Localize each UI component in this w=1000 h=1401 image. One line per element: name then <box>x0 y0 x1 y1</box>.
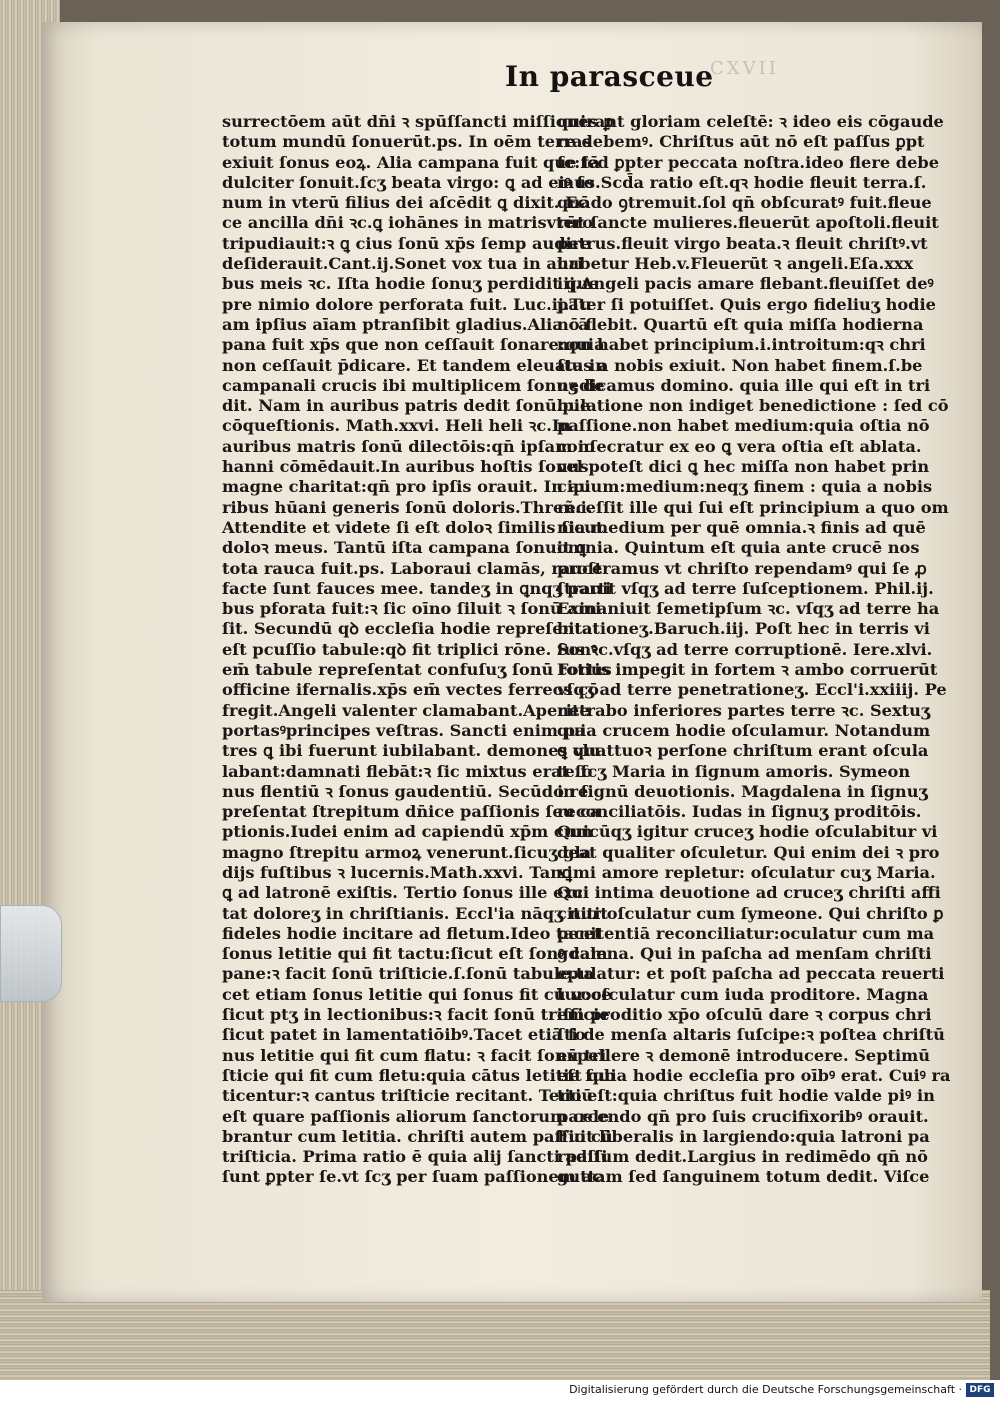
text-line: dijs fuſtibus ꝛ lucernis.Math.xxvi. Tanꝗ <box>222 862 572 882</box>
text-line: paſſione.non habet medium:quia oſtia nō <box>557 416 930 436</box>
text-line: tio eſt:quia chriſtus fuit hodie valde piꝰ in <box>557 1086 935 1106</box>
text-line: bulatione non indiget benedictione : ſed cō <box>557 396 949 416</box>
text-line: penitentiā reconciliatur:oculatur cum ma <box>557 923 935 943</box>
text-line: nedicamus domino. quia ille qui eſt in tri <box>557 375 931 395</box>
text-line: ſus ꝛc.vſqʒ ad terre corruptionē. Iere.xlvi. <box>557 639 933 659</box>
text-line: auribus matris ſonū dilectōis:qn̄ ipſam io <box>222 436 595 456</box>
text-line: ſicut patet in lamentatiōibꝰ.Tacet etiā ſo <box>222 1025 586 1045</box>
text-line: eſt quia hodie eccleſia pro oībꝰ erat. Cuiꝰ ra <box>557 1065 951 1085</box>
text-line: ſunt ꝑpter ſe.vt ſcʒ per ſuam paſſionem ac <box>222 1167 602 1187</box>
text-line: dulciter ſonuit.ſcʒ beata virgo: ꝗ ad eiꝰ ſo <box>222 172 595 192</box>
text-line: pana fuit xp̄s que non ceſſauit ſonare:quia <box>222 335 605 355</box>
text-line: re debemꝰ. Chriſtus aūt nō eſt paſſus ꝑpt <box>557 132 925 152</box>
text-line: ſti de menſa altaris ſuſcipe:ꝛ poſtea chriſtū <box>557 1025 945 1045</box>
text-line: hanni cōmēdauit.In auribus hoſtis ſonus <box>222 457 589 477</box>
text-line: eſt pcuſſio tabule:qꝺ fit triplici rōne. Sonꝰ <box>222 639 598 659</box>
running-head: In parasceue <box>505 60 714 93</box>
text-line: mus.Scd̄a ratio eſt.qꝛ hodie fleuit terra.ſ. <box>557 172 927 192</box>
text-line: am ipſius aīam ptranſibit gladius.Alia cā <box>222 314 589 334</box>
text-line: conſecratur ex eo ꝗ vera oſtia eſt ablata. <box>557 436 922 456</box>
text-line: ribus hūani generis ſonū doloris.Threñ.i. <box>222 497 593 517</box>
text-line: ſit. Secundū qꝺ eccleſia hodie repreſentat <box>222 619 600 639</box>
text-line: ce ancilla dn̄i ꝛc.ꝗ iohānes in matrisvtero <box>222 213 594 233</box>
text-line: citur:oſculatur cum ſymeone. Qui chriſto ꝑ <box>557 903 944 923</box>
text-line: officine ifernalis.xp̄s em̄ vectes ferreos cō <box>222 680 599 700</box>
text-line: exiuit ſonus eoꝝ. Alia campana fuit que tā <box>222 152 601 172</box>
dfg-logo: DFG <box>966 1383 994 1397</box>
text-line: ſicut ptʒ in lectionibus:ꝛ facit ſonū triſticie <box>222 1005 610 1025</box>
text-line: pre nimio dolore perforata fuit. Luc.ij.Tu <box>222 294 592 314</box>
text-line: quia crucem hodie oſculamur. Notandum <box>557 720 931 740</box>
text-line: nus letitie qui fit cum flatu: ꝛ facit ſonū tri <box>222 1045 607 1065</box>
text-line: proſtramus vt chriſto rependamꝰ qui ſe ꝓ <box>557 558 927 578</box>
text-line: habetur Heb.v.Fleuerūt ꝛ angeli.Eſa.xxx <box>557 254 914 274</box>
text-line: rūt ſancte mulieres.fleuerūt apoſtoli.fleuit <box>557 213 939 233</box>
text-line: te.ſcʒ Maria in ſignum amoris. Symeon <box>557 761 911 781</box>
text-line: Exinaniuit ſemetipſum ꝛc. vſqʒ ad terre ha <box>557 599 940 619</box>
text-line: campanali crucis ibi multiplicem ſonuʒ de <box>222 375 605 395</box>
footer-credit: Digitalisierung gefördert durch die Deutsche Forschungsgemeinschaft · <box>569 1383 962 1396</box>
text-column-left <box>222 112 616 1188</box>
text-line: ſticie qui fit cum fletu:quia cātus letitie ſub <box>222 1065 616 1085</box>
text-line: omnia. Quintum eſt quia ante crucē nos <box>557 538 920 558</box>
text-line: tres ꝗ ibi fuerunt iubilabant. demones vlu <box>222 741 601 761</box>
text-line: eſt quare paſſionis aliorum ſanctorum cele <box>222 1106 610 1126</box>
text-line: nō flebit. Quartū eſt quia miſſa hodierna <box>557 314 924 334</box>
text-line: guttam ſed ſanguinem totum dedit. Viſce <box>557 1167 930 1187</box>
text-line: ſtrauit vſqʒ ad terre ſuſceptionem. Phil.ij. <box>557 578 934 598</box>
footer-bar <box>0 1380 1000 1401</box>
text-line: ſtus a nobis exiuit. Non habet finem.ſ.be <box>557 355 923 375</box>
text-line: quādo ꝯtremuit.ſol qn̄ obſcuratꝰ fuit.fleue <box>557 193 932 213</box>
text-line: radiſum dedit.Largius in redimēdo qn̄ nō <box>557 1147 928 1167</box>
text-line: ꝗ quattuoꝛ perſone chriſtum erant oſcula <box>557 741 929 761</box>
text-line: cipium:medium:neqʒ finem : quia a nobis <box>557 477 933 497</box>
text-line: pater ſi potuiſſet. Quis ergo fideliuʒ hodie <box>557 294 936 314</box>
text-line: deat qualiter oſculetur. Qui enim dei ꝛ pro <box>557 842 940 862</box>
text-line: receſſit ille qui ſui eſt principium a quo om <box>557 497 949 517</box>
text-line: num in vterū filius dei aſcēdit ꝗ dixit. Ec <box>222 193 588 213</box>
text-line: ſe:ſed ꝑpter peccata noſtra.ideo flere debe <box>557 152 940 172</box>
text-line: fregit.Angeli valenter clamabant.Aperite <box>222 700 590 720</box>
text-line: non ceſſauit p̄dicare. Et tandem eleuata in <box>222 355 607 375</box>
text-line: bitationeʒ.Baruch.iij. Poſt hec in terris vi <box>557 619 930 639</box>
text-line: Quicūqʒ igitur cruceʒ hodie oſculabitur vi <box>557 822 938 842</box>
text-line: tripudiauit:ꝛ ꝗ cius ſonū xp̄s ſemp audire <box>222 233 591 253</box>
text-line: tota rauca fuit.ps. Laboraui clamās, rauce <box>222 558 603 578</box>
text-line: in ſignū deuotionis. Magdalena in ſignuʒ <box>557 781 928 801</box>
text-line: vſqʒ ad terre penetrationeʒ. Eccl'i.xxiiij. Pe <box>557 680 947 700</box>
text-line: portasꝰprincipes veſtras. Sancti enim pa <box>222 720 586 740</box>
text-line: preſentat ſtrepitum dn̄ice paſſionis ſeu ca <box>222 802 601 822</box>
text-line: Fuit liberalis in largiendo:quia latroni pa <box>557 1126 930 1146</box>
text-line: ſonus letitie qui fit tactu:ſicut eſt ſonꝰ cam <box>222 944 608 964</box>
text-column-right <box>557 112 951 1188</box>
text-line: reconciliatōis. Iudas in ſignuʒ proditōis. <box>557 802 922 822</box>
text-line: tur:oſculatur cum iuda proditore. Magna <box>557 984 929 1004</box>
text-line: ticentur:ꝛ cantus triſticie recitant. Tertiū <box>222 1086 594 1106</box>
text-line: Fortis impegit in fortem ꝛ ambo corruerūt <box>557 660 938 680</box>
text-line: dit. Nam in auribus patris dedit ſonū.pie <box>222 396 591 416</box>
text-line: pane:ꝛ facit ſonū triſticie.ſ.ſonū tabule.ta <box>222 964 594 984</box>
text-line: petrus.fleuit virgo beata.ꝛ fleuit chriſtꝰ.vt <box>557 233 928 253</box>
text-line: epulatur: et poſt paſcha ad peccata reuerti <box>557 964 945 984</box>
text-line: brantur cum letitia. chriſti autem paſſio cū <box>222 1126 613 1146</box>
text-line: doloꝛ meus. Tantū iſta campana ſonuit ꝗ <box>222 538 586 558</box>
text-line: facte ſunt fauces mee. tandeʒ in ꝗnqʒ parti <box>222 578 612 598</box>
text-line: Qui intima deuotione ad cruceʒ chriſti affi <box>557 883 941 903</box>
text-line: nus flentiū ꝛ ſonus gaudentiū. Secūdo re <box>222 781 589 801</box>
text-line: iij.Angeli pacis amare flebant.fleuiſſet deꝰ <box>557 274 934 294</box>
text-line: ꝗ ad latronē exiſtis. Tertio ſonus ille exci <box>222 883 590 903</box>
text-line: magne charitat:qn̄ pro ipſis orauit. In au <box>222 477 591 497</box>
text-line: ximi amore repletur: oſculatur cuʒ Maria. <box>557 862 936 882</box>
book-edge-bottom <box>0 1290 990 1380</box>
text-line: ptionis.Iudei enim ad capiendū xp̄m cum <box>222 822 593 842</box>
text-line: labant:damnati flebāt:ꝛ ſic mixtus erat ſo <box>222 761 593 781</box>
text-line: vel poteſt dici ꝗ hec miſſa non habet prin <box>557 457 930 477</box>
text-line: magno ſtrepitu armoꝝ venerunt.ſicuʒ gla <box>222 842 592 862</box>
text-line: em̄ proditio xp̄o oſculū dare ꝛ corpus chri <box>557 1005 932 1025</box>
text-line: deſiderauit.Cant.ij.Sonet vox tua in auri <box>222 254 584 274</box>
text-line: parcendo qn̄ pro ſuis crucifixoribꝰ orauit. <box>557 1106 929 1126</box>
text-line: non habet principium.i.introitum:qꝛ chri <box>557 335 926 355</box>
page-clip <box>0 905 62 1002</box>
text-line: nia.medium per quē omnia.ꝛ finis ad quē <box>557 517 926 537</box>
text-line: tat doloreʒ in chriſtianis. Eccl'ia nāqʒ nitit <box>222 903 608 923</box>
text-line: cōqueſtionis. Math.xxvi. Heli heli ꝛc.In <box>222 416 572 436</box>
text-line: gdalena. Qui in paſcha ad menſam chriſti <box>557 944 932 964</box>
text-line: bus meis ꝛc. Iſta hodie ſonuʒ perdidit que <box>222 274 599 294</box>
text-line: cet etiam ſonus letitie qui ſonus fit cū voce <box>222 984 612 1004</box>
text-line: em̄ tabule repreſentat confuſuʒ ſonū totius <box>222 660 612 680</box>
text-line: bus pforata fuit:ꝛ ſic oīno ſiluit ꝛ ſonū ami <box>222 599 602 619</box>
text-line: expellere ꝛ demonē introducere. Septimū <box>557 1045 931 1065</box>
text-line: triſticia. Prima ratio ē quia alij ſancti paſſi <box>222 1147 608 1167</box>
text-line: surrectōem aūt dn̄i ꝛ spūſſancti miſſiones ꝑ <box>222 112 614 131</box>
text-line: netrabo inferiores partes terre ꝛc. Sextuʒ <box>557 700 931 720</box>
text-line: totum mundū ſonuerūt.ps. In oēm terras <box>222 132 592 152</box>
text-line: quirant gloriam celeſtē: ꝛ ideo eis cōgaude <box>557 112 944 131</box>
text-line: Attendite et videte ſi eſt doloꝛ ſimilis ſicut <box>222 517 604 537</box>
text-line: fideles hodie incitare ad fletum.Ideo tacet <box>222 923 602 943</box>
bleed-through-folio: CXVII <box>710 58 779 79</box>
